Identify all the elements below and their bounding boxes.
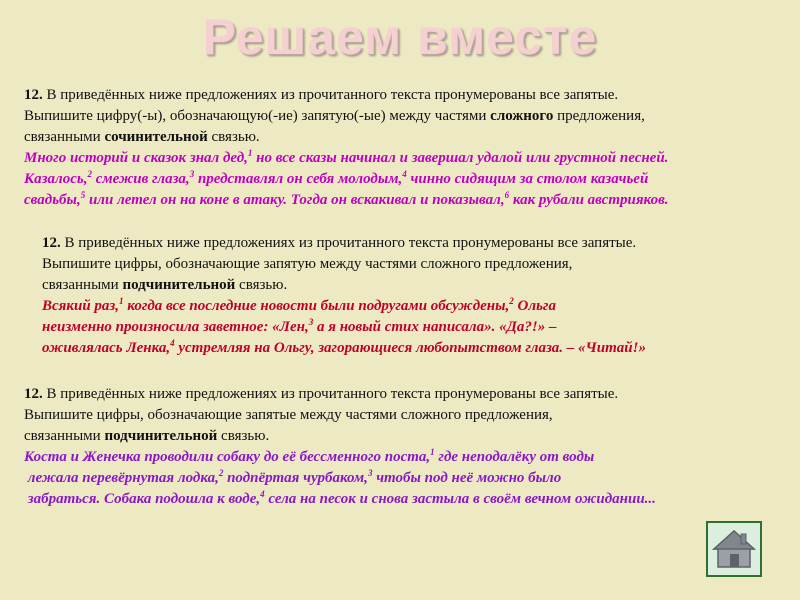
comma-number: 5: [80, 190, 86, 200]
text-fragment: Коста и Женечка проводили собаку до её бессменного поста,: [24, 449, 431, 465]
text-fragment: как рубали австрияков.: [509, 192, 669, 208]
task-1-text-line-2: [24, 169, 669, 190]
comma-number: 2: [509, 296, 514, 306]
comma-number: 4: [260, 489, 265, 499]
comma-number: 2: [87, 169, 92, 179]
home-button[interactable]: [706, 521, 762, 577]
prompt-text: Выпишите цифру(-ы), обозначающую(-ие) запятую(-ые) между частями: [24, 108, 491, 124]
task-2: [42, 233, 646, 359]
text-fragment: чтобы под неё можно было: [372, 470, 562, 486]
task-1-prompt-line-3: [24, 127, 669, 148]
text-fragment: Ольга: [513, 298, 556, 314]
text-fragment: представлял он себя молодым,: [194, 171, 403, 187]
comma-number: 2: [218, 468, 224, 478]
task-number: 12.: [24, 386, 43, 402]
task-1-prompt-line-1: [24, 85, 669, 106]
task-1-text-line-3: [24, 190, 669, 211]
task-2-prompt-line-2: [42, 254, 646, 275]
prompt-text: связью.: [207, 129, 260, 145]
task-number: 12.: [24, 87, 47, 103]
prompt-text: В приведённых ниже предложениях из прочитанного текста пронумерованы все запятые.: [42, 386, 619, 402]
text-fragment: когда все последние новости были подругами обсуждены,: [123, 298, 510, 314]
text-fragment: где неподалёку от воды: [434, 449, 595, 465]
comma-number: 3: [308, 317, 314, 327]
task-2-text-line-3: [42, 338, 646, 359]
comma-number: 1: [247, 148, 253, 158]
text-fragment: а я новый стих написала». «Да?!» –: [313, 319, 557, 335]
prompt-text: Выпишите цифры, обозначающие запятые между частями сложного предложения,: [24, 407, 553, 423]
text-fragment: или летел он на коне в атаку. Тогда он вскакивал и показывал,: [85, 192, 505, 208]
task-3: [24, 384, 656, 510]
task-1-text-line-1: [24, 148, 669, 169]
task-3-prompt-line-1: [24, 384, 656, 405]
emphasis: подчинительной: [104, 428, 218, 444]
prompt-text: В приведённых ниже предложениях из прочитанного текста пронумерованы все запятые.: [60, 235, 637, 251]
page-title: Решаем вместе: [202, 9, 598, 65]
task-3-text-line-3: [24, 489, 656, 510]
text-fragment: Всякий раз,: [42, 298, 120, 314]
text-fragment: устремляя на Ольгу, загорающиеся любопытством глаза. – «Читай!»: [174, 340, 646, 356]
comma-number: 4: [402, 169, 407, 179]
prompt-text: связанными: [42, 277, 123, 293]
home-icon: [708, 523, 760, 575]
text-fragment: подпёртая чурбаком,: [223, 470, 368, 486]
text-fragment: чинно сидящим за столом казачьей: [406, 171, 649, 187]
task-2-text-line-2: [42, 317, 646, 338]
prompt-text: предложения,: [553, 108, 645, 124]
emphasis: сочинительной: [104, 129, 208, 145]
text-fragment: забраться. Собака подошла к воде,: [24, 491, 261, 507]
text-fragment: Много историй и сказок знал дед,: [24, 150, 248, 166]
prompt-text: связанными: [24, 428, 105, 444]
text-fragment: оживлялась Ленка,: [42, 340, 171, 356]
emphasis: сложного: [490, 108, 554, 124]
text-fragment: лежала перевёрнутая лодка,: [24, 470, 219, 486]
task-number: 12.: [42, 235, 61, 251]
text-fragment: Казалось,: [24, 171, 88, 187]
task-3-text-line-2: [24, 468, 656, 489]
prompt-text: Выпишите цифры, обозначающие запятую между частями сложного предложения,: [42, 256, 573, 272]
comma-number: 3: [189, 169, 195, 179]
comma-number: 1: [430, 447, 435, 457]
prompt-text: связанными: [24, 129, 105, 145]
text-fragment: свадьбы,: [24, 192, 81, 208]
emphasis: подчинительной: [122, 277, 236, 293]
task-3-prompt-line-3: [24, 426, 656, 447]
prompt-text: В приведённых ниже предложениях из прочитанного текста пронумерованы все запятые.: [46, 87, 619, 103]
comma-number: 1: [119, 296, 124, 306]
task-2-prompt-line-1: [42, 233, 646, 254]
text-fragment: смежив глаза,: [92, 171, 190, 187]
comma-number: 4: [170, 338, 175, 348]
task-2-text-line-1: [42, 296, 646, 317]
task-3-text-line-1: [24, 447, 656, 468]
text-fragment: села на песок и снова застыла в своём вечном ожидании...: [264, 491, 656, 507]
task-1-prompt-line-2: [24, 106, 669, 127]
text-fragment: неизменно произносила заветное: «Лен,: [42, 319, 309, 335]
comma-number: 3: [367, 468, 373, 478]
prompt-text: связью.: [217, 428, 270, 444]
text-fragment: но все сказы начинал и завершал удалой или грустной песней.: [252, 150, 669, 166]
prompt-text: связью.: [235, 277, 288, 293]
task-2-prompt-line-3: [42, 275, 646, 296]
task-3-prompt-line-2: [24, 405, 656, 426]
task-1: [24, 85, 669, 211]
comma-number: 6: [504, 190, 510, 200]
